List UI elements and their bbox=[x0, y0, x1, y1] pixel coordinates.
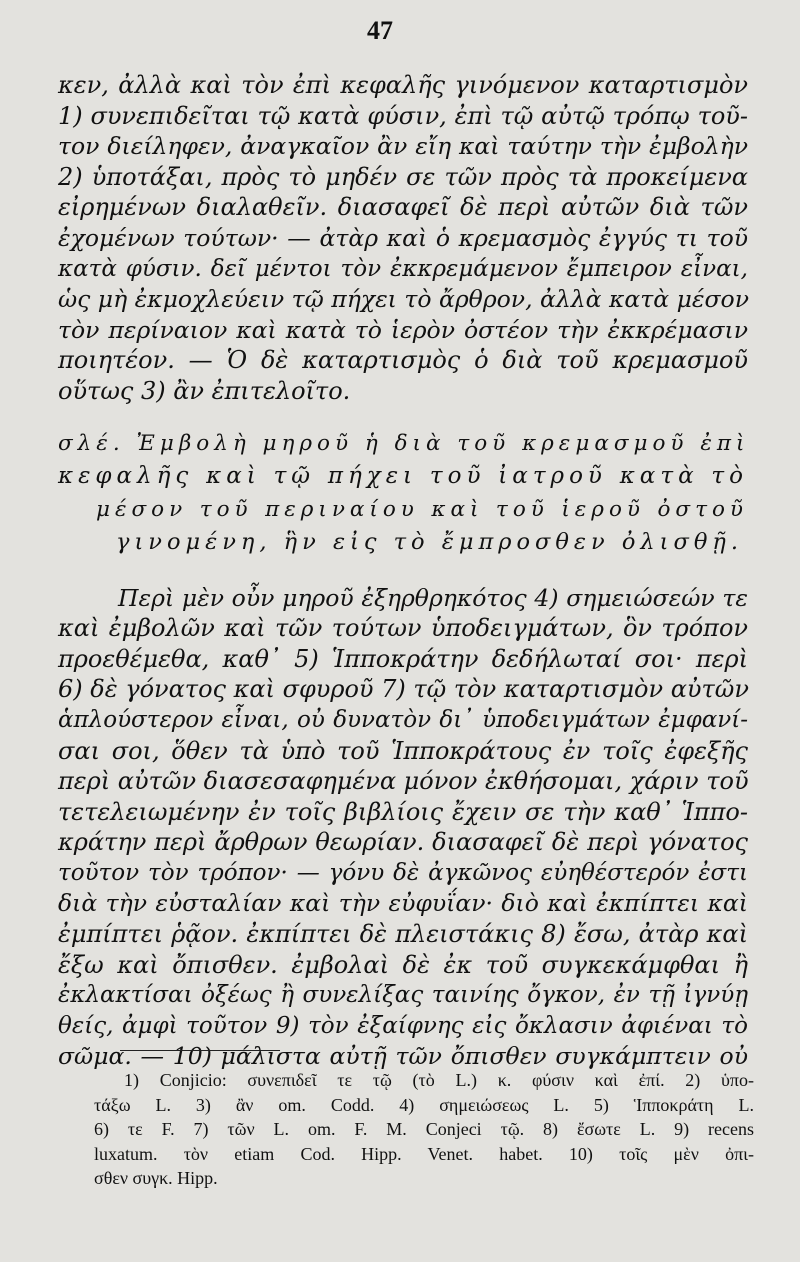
text-line: εἰρημένων διαλαθεῖν. διασαφεῖ δὲ περὶ αὐτῶν διὰ τῶν bbox=[58, 193, 748, 222]
text-line: σῶμα. — 10) μάλιστα αὐτῇ τῶν ὄπισθεν συγκάμπτειν οὐ bbox=[58, 1042, 748, 1071]
heading-line: κεφαλῆς καὶ τῷ πήχει τοῦ ἰατροῦ κατὰ τὸ bbox=[58, 462, 748, 489]
text-line: τον διείληφεν, ἀναγκαῖον ἂν εἴη καὶ ταύτην τὴν ἐμβολὴν bbox=[58, 132, 748, 161]
text-line: ἔξω καὶ ὄπισθεν. ἐμβολαὶ δὲ ἐκ τοῦ συγκεκάμφθαι ἢ bbox=[58, 950, 748, 979]
footnotes bbox=[94, 1068, 754, 1191]
text-line: ἁπλούστερον εἶναι, οὐ δυνατὸν δι᾽ ὑποδειγμάτων ἐμφανί- bbox=[58, 706, 748, 733]
footnote-line: σθεν συγκ. Hipp. bbox=[94, 1168, 218, 1188]
text-line: κράτην περὶ ἄρθρων θεωρίαν. διασαφεῖ δὲ περὶ γόνατος bbox=[58, 828, 748, 857]
footnote-divider bbox=[120, 1050, 280, 1051]
text-line: σαι σοι, ὅθεν τὰ ὑπὸ τοῦ Ἱπποκράτους ἐν τοῖς ἐφεξῆς bbox=[58, 736, 748, 765]
text-line: κατὰ φύσιν. δεῖ μέντοι τὸν ἐκκρεμάμενον ἔμπειρον εἶναι, bbox=[58, 255, 748, 282]
text-line: 1) συνεπιδεῖται τῷ κατὰ φύσιν, ἐπὶ τῷ αὐτῷ τρόπῳ τοῦ- bbox=[58, 101, 748, 130]
text-line: θείς, ἀμφὶ τοῦτον 9) τὸν ἐξαίφνης εἰς ὄκλασιν ἀφιέναι τὸ bbox=[58, 1012, 748, 1039]
footnote-line: 1) Conjicio: συνεπιδεῖ τε τῷ (τὸ L.) κ. φύσιν καὶ ἐπί. 2) ὑπο- bbox=[124, 1070, 754, 1090]
text-line: καὶ ἐμβολῶν καὶ τῶν τούτων ὑποδειγμάτων, ὃν τρόπον bbox=[58, 614, 748, 643]
text-line: ποιητέον. — Ὁ δὲ καταρτισμὸς ὁ διὰ τοῦ κρεμασμοῦ bbox=[58, 346, 748, 375]
heading-line: γινομένη, ἣν εἰς τὸ ἔμπροσθεν ὀλισθῇ. bbox=[116, 528, 743, 555]
text-line: 6) δὲ γόνατος καὶ σφυροῦ 7) τῷ τὸν καταρτισμὸν αὐτῶν bbox=[58, 675, 749, 704]
text-line: τὸν περίναιον καὶ κατὰ τὸ ἱερὸν ὀστέον τὴν ἐκκρέμασιν bbox=[58, 315, 748, 344]
heading-line: μέσον τοῦ περιναίου καὶ τοῦ ἱεροῦ ὀστοῦ bbox=[96, 496, 748, 522]
paragraph-1 bbox=[58, 70, 748, 407]
text-line: ἐχομένων τούτων· — ἀτὰρ καὶ ὁ κρεμασμὸς ἐγγύς τι τοῦ bbox=[58, 223, 748, 252]
heading-line: σλέ. Ἐμβολὴ μηροῦ ἡ διὰ τοῦ κρεμασμοῦ ἐπὶ bbox=[58, 430, 750, 456]
text-line: 2) ὑποτάξαι, πρὸς τὸ μηδέν σε τῶν πρὸς τὰ προκείμενα bbox=[58, 162, 748, 191]
paragraph-2 bbox=[58, 583, 748, 1073]
text-line: ἐμπίπτει ῥᾷον. ἐκπίπτει δὲ πλειστάκις 8) ἔσω, ἀτὰρ καὶ bbox=[58, 920, 748, 949]
text-line: περὶ αὐτῶν διασεσαφημένα μόνον ἐκθήσομαι, χάριν τοῦ bbox=[58, 767, 749, 796]
text-line: ἐκλακτίσαι ὀξέως ἢ συνελίξας ταινίης ὄγκον, ἐν τῇ ἰγνύῃ bbox=[58, 982, 748, 1009]
footnote-line: τάξω L. 3) ἂν om. Codd. 4) σημειώσεως L. 5) Ἱπποκράτη L. bbox=[94, 1094, 754, 1115]
text-line: προεθέμεθα, καθ᾽ 5) Ἱπποκράτην δεδήλωταί σοι· περὶ bbox=[58, 644, 748, 673]
text-line: τοῦτον τὸν τρόπον· — γόνυ δὲ ἀγκῶνος εὐηθέστερόν ἐστι bbox=[58, 859, 748, 886]
text-line: ὡς μὴ ἐκμοχλεύειν τῷ πήχει τὸ ἄρθρον, ἀλλὰ κατὰ μέσον bbox=[58, 285, 749, 314]
text-line: οὕτως 3) ἂν ἐπιτελοῖτο. bbox=[58, 376, 351, 405]
main-text bbox=[58, 70, 748, 1072]
page-number: 47 bbox=[367, 16, 393, 45]
footnote-line: 6) τε F. 7) τῶν L. om. F. M. Conjeci τῷ. 8) ἔσωτε L. 9) recens bbox=[94, 1119, 754, 1139]
section-heading bbox=[58, 427, 748, 559]
footnote-line: luxatum. τὸν etiam Cod. Hipp. Venet. habet. 10) τοῖς μὲν ὀπι- bbox=[94, 1143, 754, 1164]
text-line: Περὶ μὲν οὖν μηροῦ ἐξηρθρηκότος 4) σημειώσεών τε bbox=[118, 583, 748, 612]
text-line: κεν, ἀλλὰ καὶ τὸν ἐπὶ κεφαλῆς γινόμενον καταρτισμὸν bbox=[58, 71, 748, 99]
text-line: τετελειωμένην ἐν τοῖς βιβλίοις ἔχειν σε τὴν καθ᾽ Ἱππο- bbox=[58, 797, 748, 826]
text-line: διὰ τὴν εὐσταλίαν καὶ τὴν εὐφυΐαν· διὸ καὶ ἐκπίπτει καὶ bbox=[58, 889, 748, 918]
